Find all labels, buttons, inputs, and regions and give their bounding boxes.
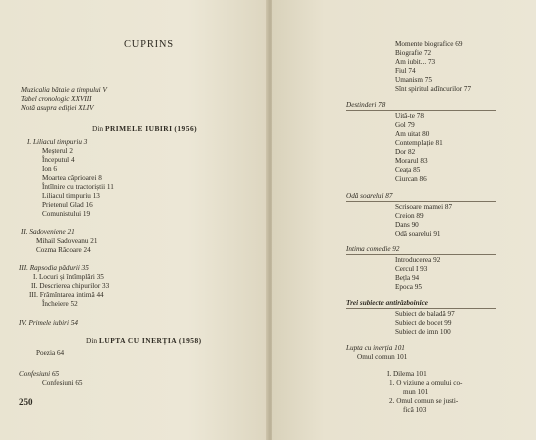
section-rule: [346, 254, 496, 255]
toc-entry: Momente biografice 69: [395, 40, 463, 48]
toc-entry: Ion 6: [42, 165, 57, 173]
section-rule: [346, 110, 496, 111]
toc-entry: Prietenul Glad 16: [42, 201, 93, 209]
toc-entry: Tabel cronologic XXVIII: [21, 95, 92, 103]
toc-entry: Liliacul timpuriu 13: [42, 192, 100, 200]
toc-entry: 1. O viziune a omului co-: [389, 379, 463, 387]
toc-entry: Dor 82: [395, 148, 416, 156]
toc-group: Confesiuni 65: [19, 370, 60, 378]
toc-entry: Fiul 74: [395, 67, 416, 75]
section-prefix: Din: [86, 336, 98, 345]
toc-entry: Omul comun 101: [357, 353, 408, 361]
toc-entry: Epoca 95: [395, 283, 422, 291]
toc-group: Destinderi 78: [346, 101, 386, 109]
toc-entry: Notă asupra ediției XLIV: [21, 104, 94, 112]
toc-entry: Am iubit... 73: [395, 58, 436, 66]
section-heading: [86, 336, 202, 345]
toc-entry: Sînt spiritul adîncurilor 77: [395, 85, 472, 93]
toc-group: Trei subiecte antirăzboinice: [346, 299, 428, 307]
toc-entry: Subiect de imn 100: [395, 328, 451, 336]
toc-entry: Confesiuni 65: [42, 379, 83, 387]
section-name: PRIMELE IUBIRI: [104, 124, 173, 133]
toc-entry: Poezia 64: [36, 349, 65, 357]
toc-entry: Ceața 85: [395, 166, 421, 174]
toc-entry: Umanism 75: [395, 76, 432, 84]
toc-entry: Comunistului 19: [42, 210, 91, 218]
section-year: (1956): [174, 124, 198, 133]
section-year: (1958): [178, 336, 202, 345]
toc-entry: Încheiere 52: [42, 300, 78, 308]
section-prefix: Din: [92, 124, 104, 133]
section-heading: [92, 124, 197, 133]
toc-group: Lupta cu inerția 101: [346, 344, 405, 352]
toc-entry: Morarul 83: [395, 157, 428, 165]
toc-group: Odă soarelui 87: [346, 192, 393, 200]
toc-entry: Biografie 72: [395, 49, 432, 57]
toc-entry: fică 103: [403, 406, 427, 414]
toc-entry: Odă soarelui 91: [395, 230, 441, 238]
toc-subgroup: I. Dilema 101: [387, 370, 427, 378]
toc-entry: II. Descrierea chipurilor 33: [31, 282, 110, 290]
toc-entry: Creion 89: [395, 212, 424, 220]
toc-entry: Meșterul 2: [42, 147, 73, 155]
toc-entry: Am uitat 80: [395, 130, 430, 138]
section-name: LUPTA CU INERȚIA: [98, 336, 178, 345]
toc-entry: Contemplație 81: [395, 139, 443, 147]
toc-entry: III. Frămîntarea intimă 44: [29, 291, 104, 299]
toc-entry: Scrisoare mamei 87: [395, 203, 453, 211]
section-rule: [346, 201, 496, 202]
toc-entry: Întîlnire cu tractoriștii 11: [42, 183, 114, 191]
toc-group: II. Sadoveniene 21: [21, 228, 75, 236]
toc-entry: Bețla 94: [395, 274, 420, 282]
toc-entry: 2. Omul comun se justi-: [389, 397, 459, 405]
toc-entry: Moartea căprioarei 8: [42, 174, 102, 182]
toc-entry: Începutul 4: [42, 156, 75, 164]
page-title: CUPRINS: [124, 39, 174, 50]
toc-entry: Mihail Sadoveanu 21: [36, 237, 98, 245]
toc-entry: I. Locuri și întîmplări 35: [33, 273, 104, 281]
toc-entry: Cozma Răcoare 24: [36, 246, 91, 254]
toc-entry: Subiect de bocet 99: [395, 319, 452, 327]
toc-entry: Cercul I 93: [395, 265, 428, 273]
toc-entry: Muzicalia bătaie a timpului V: [21, 86, 107, 94]
toc-entry: Gol 79: [395, 121, 415, 129]
toc-group: I. Liliacul timpuriu 3: [27, 138, 88, 146]
toc-entry: Subiect de baladă 97: [395, 310, 455, 318]
right-page: [272, 0, 536, 440]
toc-group: III. Rapsodia pădurii 35: [19, 264, 89, 272]
toc-group: Intima comedie 92: [346, 245, 400, 253]
toc-entry: Dans 90: [395, 221, 419, 229]
toc-entry: Uită-te 78: [395, 112, 424, 120]
toc-entry: mun 101: [403, 388, 429, 396]
page-number: 250: [19, 397, 33, 407]
toc-group: IV. Primele iubiri 54: [19, 319, 78, 327]
section-rule: [346, 308, 496, 309]
toc-entry: Ciurcan 86: [395, 175, 427, 183]
toc-entry: Introducerea 92: [395, 256, 441, 264]
